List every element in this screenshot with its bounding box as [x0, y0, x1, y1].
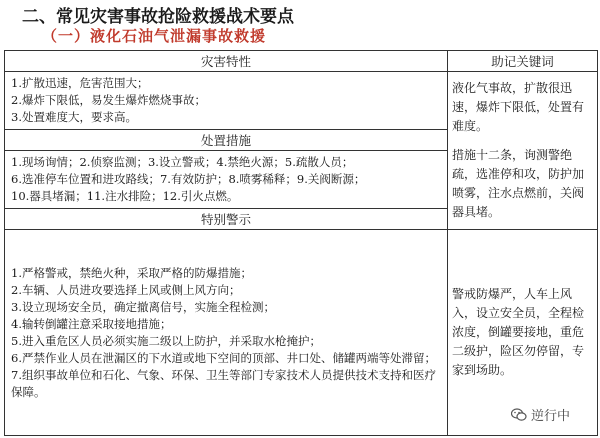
header-characteristics: 灾害特性 [5, 51, 448, 72]
section-heading: 二、常见灾害事故抢险救援战术要点 [22, 7, 294, 27]
list-item: 5.进入重危区人员必须实施二级以上防护，并采取水枪掩护； [11, 333, 321, 348]
keywords-characteristics: 液化气事故，扩散很迅速，爆炸下限低，处置有难度。 [452, 81, 585, 133]
list-item: 2.车辆、人员进攻要选择上风或侧上风方向； [11, 282, 241, 297]
list-item: 6.严禁作业人员在泄漏区的下水道或地下空间的顶部、井口处、储罐两端等处滞留； [11, 350, 436, 365]
warnings-list [5, 230, 448, 436]
list-item: 10.器具堵漏；11.注水排险；12.引火点燃。 [11, 189, 239, 203]
subsection-heading: （一）液化石油气泄漏事故救援 [42, 27, 267, 45]
characteristics-list [5, 72, 448, 130]
wechat-icon [511, 408, 527, 422]
header-keywords: 助记关键词 [448, 51, 598, 72]
list-item: 6.选准停车位置和进攻路线；7.有效防护；8.喷雾稀释；9.关阀断源； [11, 172, 366, 186]
keywords-measures: 措施十二条，询测警绝疏，选准停和攻，防护加喷雾，注水点燃前，关阀器具堵。 [452, 148, 585, 219]
list-item: 3.处置难度大，要求高。 [11, 110, 137, 124]
header-measures: 处置措施 [5, 130, 448, 151]
keywords-cell-1 [448, 72, 598, 230]
list-item: 1.现场询情；2.侦察监测；3.设立警戒；4.禁绝火源；5.疏散人员； [11, 155, 354, 169]
list-item: 2.爆炸下限低，易发生爆炸燃烧事故； [11, 93, 206, 107]
list-item: 1.严格警戒，禁绝火种，采取严格的防爆措施； [11, 265, 252, 280]
list-item: 1.扩散迅速，危害范围大； [11, 76, 149, 90]
watermark [511, 405, 570, 424]
list-item: 7.组织事故单位和石化、气象、环保、卫生等部门专家技术人员提供技术支持和医疗保障。 [11, 367, 436, 399]
list-item: 3.设立现场安全员，确定撤离信号，实施全程检测； [11, 299, 275, 314]
tactics-table [4, 50, 598, 436]
measures-list [5, 151, 448, 209]
header-warnings: 特别警示 [5, 209, 448, 230]
watermark-text: 逆行中 [530, 409, 570, 424]
list-item: 4.输转倒罐注意采取接地措施； [11, 316, 172, 331]
keywords-warnings: 警戒防爆严，人车上风入，设立安全员，全程检浓度，倒罐要接地，重危二级护，险区勿停留，专家到场助。 [452, 287, 585, 377]
